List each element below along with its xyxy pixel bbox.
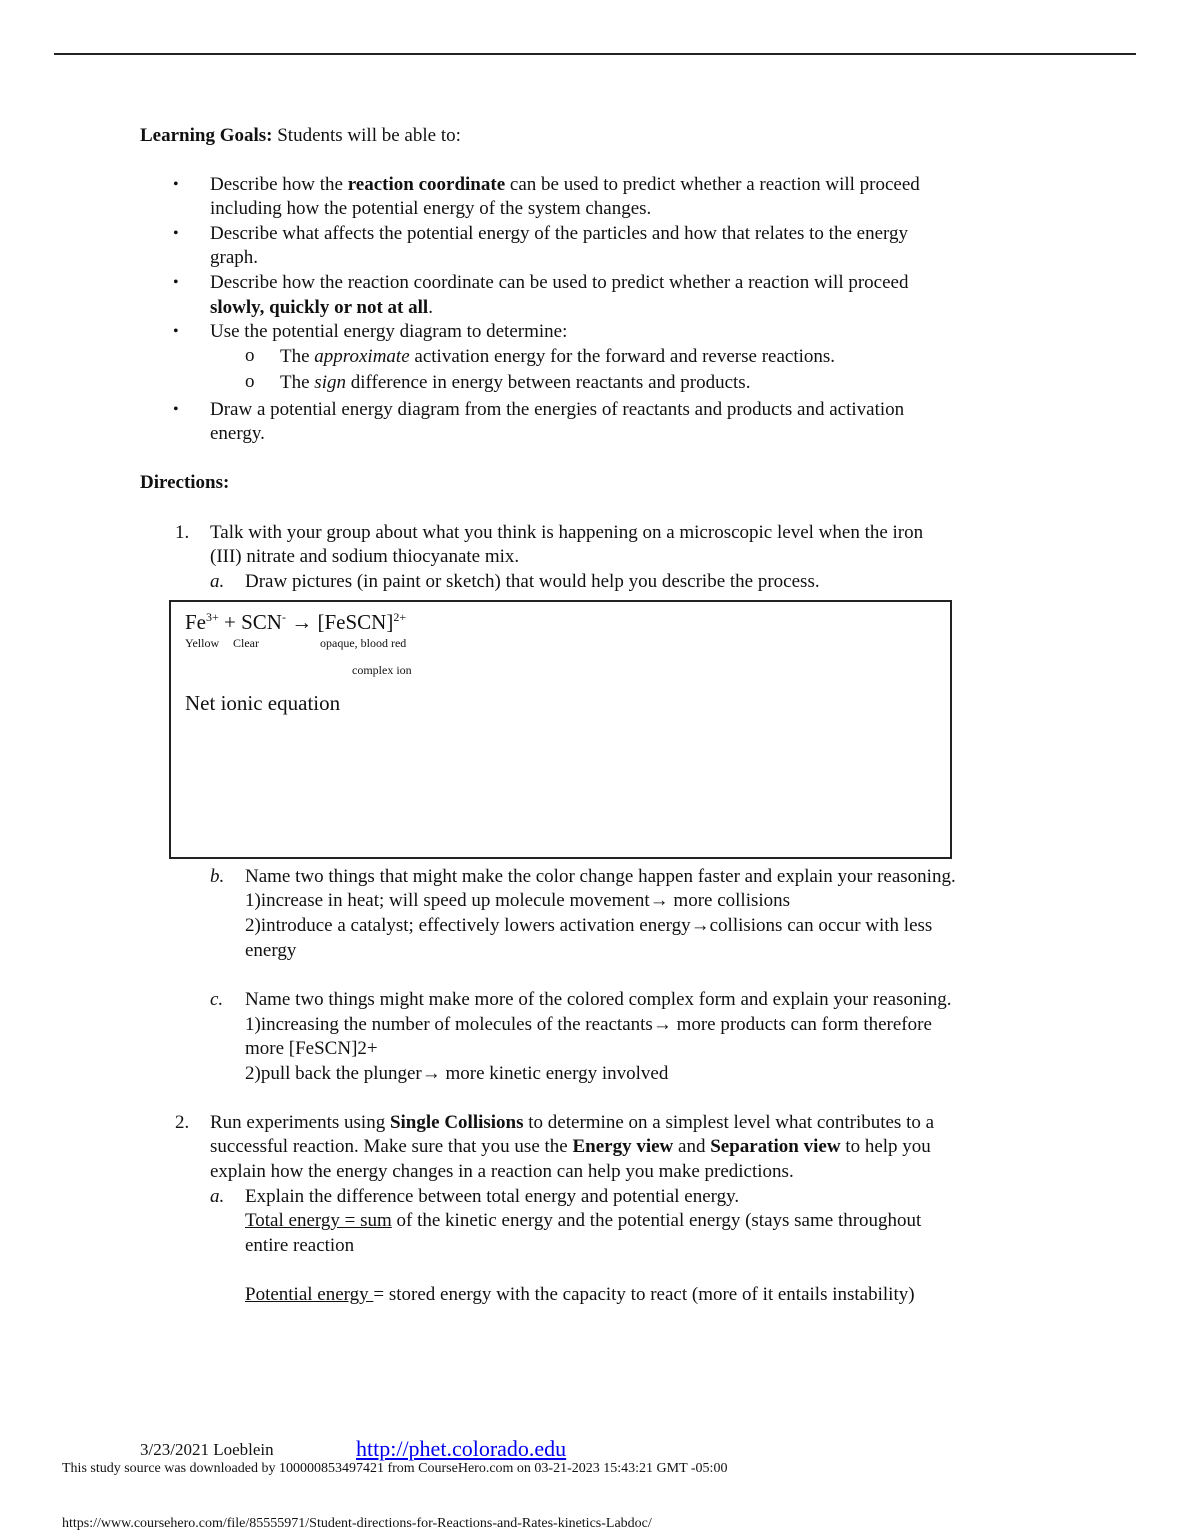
bullet-icon: • <box>173 274 179 291</box>
question-text-cont: (III) nitrate and sodium thiocyanate mix. <box>210 546 520 567</box>
answer-line: Total energy = sum of the kinetic energy and the potential energy (stays same throughout <box>245 1210 922 1231</box>
answer-box[interactable] <box>169 600 952 859</box>
label-complex-ion: complex ion <box>352 663 412 677</box>
phet-link[interactable]: http://phet.colorado.edu <box>356 1436 567 1461</box>
goal-item: Describe how the reaction coordinate can be used to predict whether a reaction will proceed <box>210 174 920 195</box>
bullet-icon: • <box>173 176 179 193</box>
goal-item-cont: graph. <box>210 247 259 268</box>
sub-question-label: a. <box>210 571 225 592</box>
answer-line: 1)increasing the number of molecules of the reactants→ more products can form therefore <box>245 1014 932 1035</box>
answer-line: 2)pull back the plunger→ more kinetic energy involved <box>245 1063 669 1084</box>
question-number: 1. <box>175 522 190 543</box>
goal-item-cont: including how the potential energy of the system changes. <box>210 198 652 219</box>
learning-goals-heading: Learning Goals: Students will be able to: <box>140 125 461 146</box>
download-notice: This study source was downloaded by 100000853497421 from CourseHero.com on 03-21-2023 15:43:21 GMT -05:00 <box>62 1461 728 1476</box>
answer-line: 1)increase in heat; will speed up molecule movement→ more collisions <box>245 890 791 911</box>
sub-question-text: Draw pictures (in paint or sketch) that would help you describe the process. <box>245 571 820 592</box>
question-text-cont: explain how the energy changes in a reaction can help you make predictions. <box>210 1161 794 1182</box>
answer-line: more [FeSCN]2+ <box>245 1038 378 1059</box>
sub-question-text: Explain the difference between total energy and potential energy. <box>245 1186 740 1207</box>
goal-item: Draw a potential energy diagram from the energies of reactants and products and activation <box>210 399 905 420</box>
question-text: Talk with your group about what you think is happening on a microscopic level when the iron <box>210 522 924 543</box>
question-number: 2. <box>175 1112 190 1133</box>
goal-item: Describe how the reaction coordinate can be used to predict whether a reaction will proceed <box>210 272 909 293</box>
question-text-cont: successful reaction. Make sure that you use the Energy view and Separation view to help you <box>210 1136 931 1157</box>
answer-line: Potential energy = stored energy with the capacity to react (more of it entails instability) <box>245 1284 915 1305</box>
reaction-equation: $Fe^{3+} + SCN^-$ → [FeSCN]$^{2+}$ <box>185 610 407 634</box>
label-clear: Clear <box>233 636 259 650</box>
sub-question-text: Name two things might make more of the colored complex form and explain your reasoning. <box>245 989 952 1010</box>
bullet-icon: • <box>173 323 179 340</box>
bullet-icon: • <box>173 225 179 242</box>
bullet-icon: • <box>173 401 179 418</box>
label-yellow: Yellow <box>185 636 220 650</box>
sub-bullet-icon: o <box>245 371 255 392</box>
goal-sub-item: The approximate activation energy for the forward and reverse reactions. <box>280 346 836 367</box>
sub-question-label: b. <box>210 866 225 887</box>
goal-item: Describe what affects the potential energy of the particles and how that relates to the energy <box>210 223 908 244</box>
sub-question-label: a. <box>210 1186 225 1207</box>
net-ionic-label: Net ionic equation <box>185 691 341 715</box>
answer-line: 2)introduce a catalyst; effectively lowers activation energy→collisions can occur with less <box>245 915 933 936</box>
footer-date-author: 3/23/2021 Loeblein <box>140 1440 274 1459</box>
source-url: https://www.coursehero.com/file/85555971/Student-directions-for-Reactions-and-Rates-kinetics-Labdoc/ <box>62 1516 652 1531</box>
header-rule <box>54 53 1136 55</box>
goal-sub-item: The sign difference in energy between reactants and products. <box>280 372 751 393</box>
goal-item-cont: slowly, quickly or not at all. <box>210 297 433 318</box>
label-opaque: opaque, blood red <box>320 636 407 650</box>
goal-item: Use the potential energy diagram to determine: <box>210 321 568 342</box>
goal-item-cont: energy. <box>210 423 265 444</box>
sub-question-text: Name two things that might make the color change happen faster and explain your reasoning. <box>245 866 956 887</box>
sub-question-label: c. <box>210 989 224 1010</box>
question-text: Run experiments using Single Collisions to determine on a simplest level what contributes to a <box>210 1112 935 1133</box>
directions-heading: Directions: <box>140 472 230 493</box>
answer-line: energy <box>245 940 297 961</box>
answer-line: entire reaction <box>245 1235 355 1256</box>
sub-bullet-icon: o <box>245 345 255 366</box>
